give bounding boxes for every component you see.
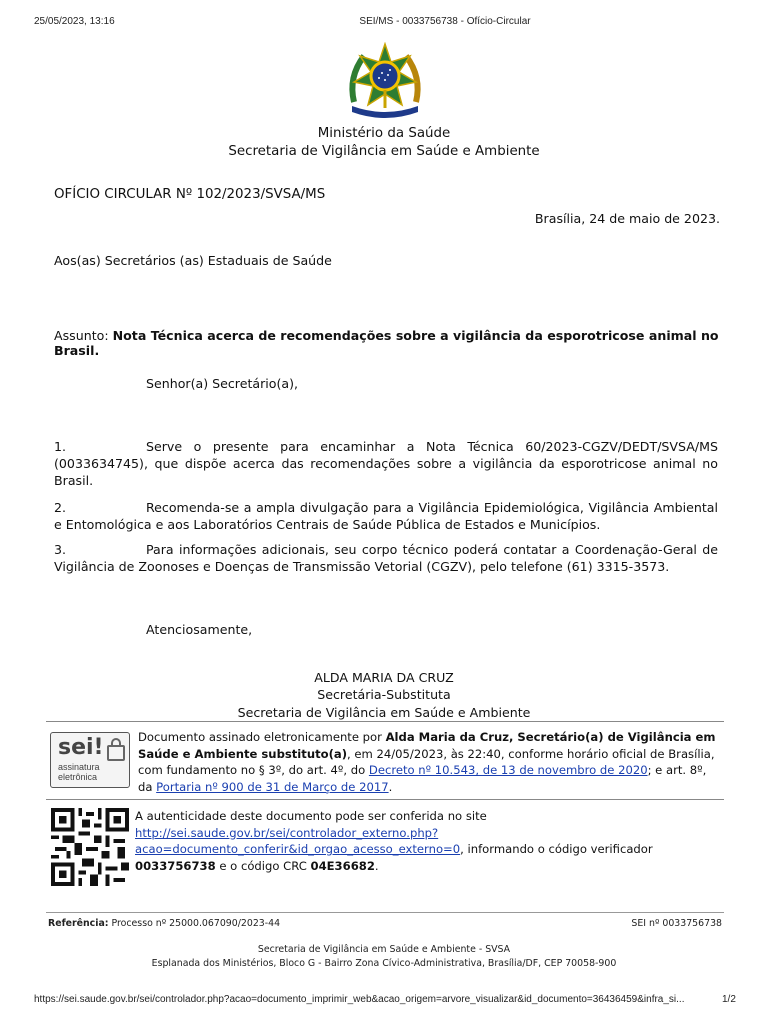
- paragraph-number: 2.: [54, 500, 67, 515]
- print-title: SEI/MS - 0033756738 - Ofício-Circular: [359, 16, 531, 27]
- paragraph-1: [54, 438, 718, 489]
- paragraph-number: 3.: [54, 542, 67, 557]
- signature-text: [138, 729, 724, 795]
- paragraph-text: Para informações adicionais, seu corpo técnico poderá contatar a Coordenação-Geral de Vigilância de Zoonoses e Doenças de Transmissão Vetorial (CGZV), pelo telefone (61) 3315-3573.: [54, 542, 718, 574]
- closing: Atenciosamente,: [146, 622, 253, 637]
- signatory-role: Secretária-Substituta: [317, 687, 451, 702]
- sei-logo-text: sei!: [58, 735, 104, 760]
- secretariat-name: Secretaria de Vigilância em Saúde e Ambiente: [228, 144, 540, 159]
- qr-code-icon: [50, 808, 130, 886]
- signatory-name: ALDA MARIA DA CRUZ: [314, 670, 454, 685]
- footer-line-2: Esplanada dos Ministérios, Bloco G - Bairro Zona Cívico-Administrativa, Brasília/DF, CEP 70058-900: [151, 958, 617, 969]
- paragraph-number: 1.: [54, 439, 67, 454]
- paragraph-3: [54, 541, 718, 575]
- signature-text-part: .: [388, 779, 393, 794]
- brazil-coat-of-arms-icon: [344, 42, 426, 120]
- verifier-code: 0033756738: [135, 858, 216, 873]
- footer-line-1: Secretaria de Vigilância em Saúde e Ambiente - SVSA: [257, 944, 511, 955]
- ordinance-link[interactable]: Portaria nº 900 de 31 de Março de 2017: [156, 779, 389, 794]
- lock-icon: [107, 745, 125, 761]
- salutation: Senhor(a) Secretário(a),: [146, 376, 299, 391]
- addressee: Aos(as) Secretários (as) Estaduais de Saúde: [54, 253, 332, 268]
- print-url: https://sei.saude.gov.br/sei/controlador.php?acao=documento_imprimir_web&acao_origem=arvore_visualizar&id_documento=36436459&infra_si...: [34, 994, 685, 1005]
- crc-code: 04E36682: [310, 858, 375, 873]
- subject: [54, 328, 734, 358]
- sei-logo-caption-1: assinatura: [58, 762, 100, 772]
- sei-number: SEI nº 0033756738: [631, 918, 722, 929]
- reference-label: Referência:: [48, 918, 109, 929]
- signature-text-part: , em 24/05/2023, às 22:40, conforme horário oficial de Brasília, com fundamento no § 3º, do art. 4º, do: [138, 746, 715, 777]
- verification-url[interactable]: http://sei.saude.gov.br/sei/controlador_externo.php?: [135, 825, 439, 840]
- place-date: Brasília, 24 de maio de 2023.: [534, 211, 720, 226]
- signature-text-part: Documento assinado eletronicamente por: [138, 730, 382, 744]
- paragraph-text: Recomenda-se a ampla divulgação para a Vigilância Epidemiológica, Vigilância Ambiental e Entomológica e aos Laboratórios Centrais de Saúde Pública de Estados e Municípios.: [54, 500, 718, 532]
- document-number: OFÍCIO CIRCULAR Nº 102/2023/SVSA/MS: [54, 187, 326, 202]
- authenticity-intro: A autenticidade deste documento pode ser conferida no site: [135, 809, 487, 823]
- paragraph-text: Serve o presente para encaminhar a Nota Técnica 60/2023-CGZV/DEDT/SVSA/MS (0033634745), que dispõe acerca das recomendações sobre a vigilância da esporotricose animal no Brasil.: [54, 439, 718, 488]
- print-page-number: 1/2: [722, 994, 736, 1005]
- ministry-name: Ministério da Saúde: [317, 126, 451, 141]
- authenticity-text-part: e o código CRC: [219, 858, 307, 873]
- authenticity-text-part: .: [374, 858, 379, 873]
- subject-text: Nota Técnica acerca de recomendações sobre a vigilância da esporotricose animal no Brasil.: [54, 328, 719, 358]
- signer-name: Alda Maria da Cruz, Secretário(a) de Vigilância em Saúde e Ambiente substituto(a): [138, 730, 716, 761]
- sei-signature-logo: [50, 732, 130, 788]
- subject-label: Assunto:: [54, 328, 109, 343]
- paragraph-2: [54, 499, 718, 533]
- decree-link[interactable]: Decreto nº 10.543, de 13 de novembro de 2020: [368, 763, 648, 777]
- signature-text-part: ; e art. 8º, da: [138, 763, 707, 794]
- reference-text: Processo nº 25000.067090/2023-44: [111, 918, 281, 929]
- reference: [48, 918, 280, 929]
- sei-logo-caption-2: eletrônica: [58, 772, 98, 782]
- authenticity-text-part: , informando o código verificador: [460, 842, 653, 856]
- electronic-signature-block: [46, 721, 724, 800]
- authenticity-block: [46, 806, 724, 886]
- signatory-unit: Secretaria de Vigilância em Saúde e Ambiente: [237, 705, 531, 720]
- print-datetime: 25/05/2023, 13:16: [34, 16, 115, 27]
- verification-url-continued[interactable]: acao=documento_conferir&id_orgao_acesso_externo=0: [135, 842, 461, 856]
- reference-divider: [46, 912, 724, 913]
- authenticity-text: [135, 808, 724, 874]
